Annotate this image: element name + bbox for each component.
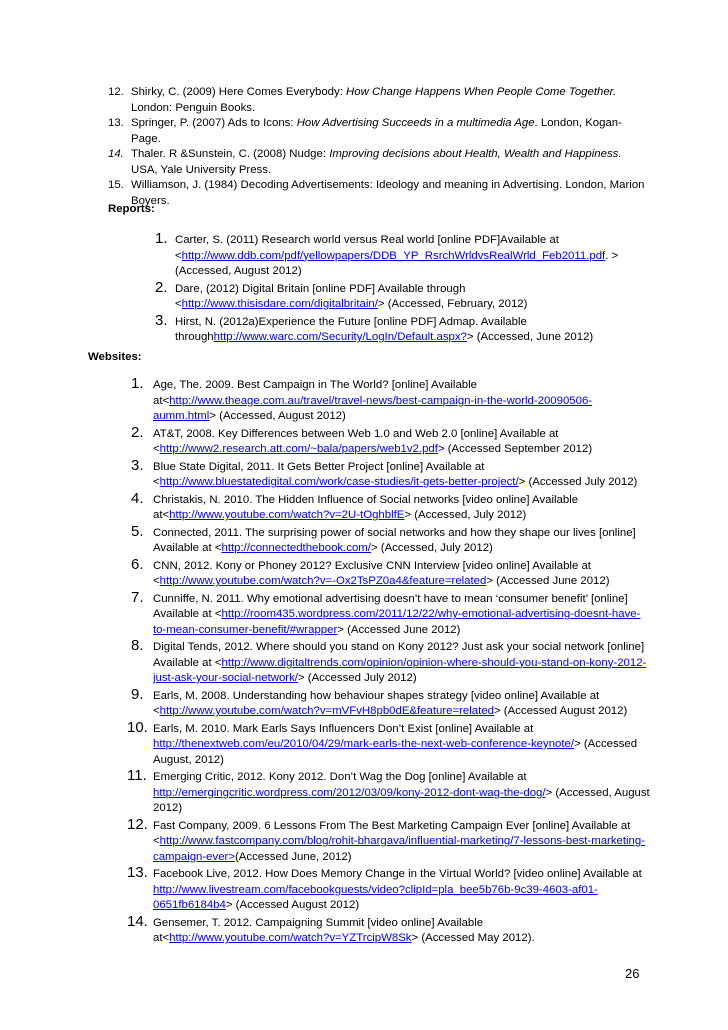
reference-text: Springer, P. (2007) Ads to Icons: bbox=[131, 117, 297, 129]
list-number: 1. bbox=[131, 375, 144, 392]
reference-link[interactable]: http://www.youtube.com/watch?v=YZTrcipW8Sk bbox=[169, 932, 412, 944]
report-item bbox=[155, 278, 625, 313]
reference-text: London: Penguin Books. bbox=[131, 101, 256, 114]
reference-title: How Advertising Succeeds in a multimedia Age bbox=[296, 117, 535, 129]
list-number: 4. bbox=[131, 489, 144, 507]
reference-text: > (Accessed, August 2012) bbox=[209, 410, 346, 422]
list-number: 15. bbox=[108, 179, 124, 191]
reference-link[interactable]: http://www.youtube.com/watch?v=mVFvH8pb0dE&feature=related bbox=[159, 705, 494, 717]
list-number: 5. bbox=[131, 522, 144, 540]
report-item bbox=[155, 230, 625, 280]
list-number: 3. bbox=[155, 311, 168, 329]
list-number: 10. bbox=[127, 718, 148, 736]
website-item bbox=[131, 489, 651, 524]
reference-title: How Change Happens When People Come Together. bbox=[346, 86, 617, 98]
list-number: 9. bbox=[131, 685, 144, 703]
reference-text: > (Accessed August, 2012) bbox=[153, 738, 638, 766]
reference-text: > (Accessed, July 2012) bbox=[404, 509, 527, 521]
reference-link[interactable]: http://emergingcritic.wordpress.com/2012/03/09/kony-2012-dont-wag-the-dog/ bbox=[153, 786, 546, 799]
website-item bbox=[131, 637, 651, 687]
reference-text: USA, Yale University Press. bbox=[131, 163, 272, 176]
website-item bbox=[127, 767, 651, 817]
reference-link[interactable]: http://www.youtube.com/watch?v=2U-tOghblfE bbox=[169, 509, 405, 521]
reports-list bbox=[155, 230, 625, 348]
list-number: 11. bbox=[127, 767, 147, 784]
reference-text: > (Accessed June 2012) bbox=[486, 575, 610, 587]
list-number: 12. bbox=[108, 86, 124, 98]
reference-text: Blue State Digital, 2011. It Gets Better Project [online] Available at < bbox=[153, 460, 485, 488]
report-item bbox=[155, 311, 625, 346]
reference-item bbox=[108, 116, 648, 147]
reference-link[interactable]: http://thenextweb.com/eu/2010/04/29/mark-earls-the-next-web-conference-keynote/ bbox=[153, 738, 575, 750]
reference-link[interactable]: http://room435.wordpress.com/2011/12/22/why-emotional-advertising-doesnt-have-to-mean-consumer-benefit/#wrapper bbox=[153, 608, 641, 636]
list-number: 12. bbox=[127, 815, 148, 833]
list-number: 2. bbox=[155, 278, 168, 296]
reference-text: > (Accessed June 2012) bbox=[337, 623, 461, 636]
list-number: 7. bbox=[131, 588, 144, 606]
reference-link[interactable]: http://www.ddb.com/pdf/yellowpapers/DDB_YP_RsrchWrldvsRealWrld_Feb2011.pdf bbox=[181, 249, 606, 262]
websites-list bbox=[127, 375, 651, 949]
book-reference-list bbox=[108, 85, 648, 209]
reference-text: CNN, 2012. Kony or Phoney 2012? Exclusive CNN Interview [video online] Available at < bbox=[153, 559, 591, 587]
reports-heading: Reports: bbox=[108, 203, 155, 215]
website-item bbox=[127, 912, 651, 947]
list-number: 13. bbox=[127, 864, 148, 881]
website-item bbox=[127, 718, 651, 769]
website-item bbox=[131, 555, 651, 590]
reference-text: Gensemer, T. 2012. Campaigning Summit [video online] Available at< bbox=[153, 916, 484, 944]
website-item bbox=[131, 456, 651, 491]
reference-text: . London, Kogan-Page. bbox=[131, 117, 622, 145]
reference-text: > (Accessed, July 2012) bbox=[370, 542, 493, 554]
reference-text: Emerging Critic, 2012. Kony 2012. Don’t Wag the Dog [online] Available at bbox=[153, 771, 527, 783]
reference-text: Shirky, C. (2009) Here Comes Everybody: bbox=[131, 86, 347, 98]
reference-text: Thaler. R &Sunstein, C. (2008) Nudge: bbox=[131, 148, 330, 160]
reference-link[interactable]: http://connectedthebook.com/ bbox=[221, 542, 371, 554]
list-number: 3. bbox=[131, 456, 144, 474]
reference-text: Facebook Live, 2012. How Does Memory Change in the Virtual World? [video online] Available at bbox=[153, 868, 642, 880]
website-item bbox=[131, 588, 651, 639]
reference-text: > (Accessed September 2012) bbox=[437, 443, 593, 455]
list-number: 14. bbox=[127, 912, 148, 930]
reference-text: (Accessed June, 2012) bbox=[235, 850, 352, 863]
reference-text: Dare, (2012) Digital Britain [online PDF] Available through < bbox=[175, 282, 466, 310]
reference-item bbox=[108, 178, 648, 209]
website-item bbox=[131, 522, 651, 557]
website-item bbox=[131, 375, 651, 425]
reference-link[interactable]: http://www.bluestatedigital.com/work/case-studies/it-gets-better-project/ bbox=[159, 476, 519, 488]
reference-text: Connected, 2011. The surprising power of social networks and how they shape our lives [online] Available at < bbox=[153, 526, 636, 554]
reference-text: Earls, M. 2008. Understanding how behaviour shapes strategy [video online] Available at < bbox=[153, 689, 600, 717]
reference-text: > (Accessed May 2012). bbox=[411, 932, 535, 944]
website-item bbox=[127, 864, 651, 914]
reference-text: Cunniffe, N. 2011. Why emotional advertising doesn’t have to mean ‘consumer benefit’ [online] Available at < bbox=[153, 592, 628, 620]
reference-link[interactable]: http://www.youtube.com/watch?v=-Ox2TsPZ0a4&feature=related bbox=[159, 575, 487, 587]
reference-text: > (Accessed August 2012) bbox=[225, 899, 360, 911]
reference-link[interactable]: http://www.fastcompany.com/blog/rohit-bhargava/influential-marketing/7-lessons-best-marketing-campaign-ever> bbox=[153, 835, 646, 863]
list-number: 13. bbox=[108, 117, 124, 129]
reference-text: Fast Company, 2009. 6 Lessons From The Best Marketing Campaign Ever [online] Available at < bbox=[153, 819, 631, 847]
reference-text: > (Accessed, February, 2012) bbox=[377, 298, 528, 310]
reference-text: > (Accessed, August 2012) bbox=[153, 786, 650, 814]
list-number: 2. bbox=[131, 423, 144, 441]
list-number: 8. bbox=[131, 637, 144, 654]
reference-text: Carter, S. (2011) Research world versus Real world [online PDF]Available at < bbox=[175, 234, 559, 262]
reference-link[interactable]: http://www.thisisdare.com/digitalbritain/ bbox=[181, 298, 378, 310]
reference-link[interactable]: http://www.digitaltrends.com/opinion/opinion-where-should-you-stand-on-kony-2012-just-ask-your-social-network/ bbox=[153, 656, 647, 684]
reference-text: Williamson, J. (1984) Decoding Advertisements: Ideology and meaning in Advertising. London, Marion Boyers. bbox=[131, 179, 645, 207]
reference-link[interactable]: http://www2.research.att.com/~bala/papers/web1v2.pdf bbox=[159, 443, 438, 455]
website-item bbox=[131, 685, 651, 720]
list-number: 14. bbox=[108, 148, 124, 160]
page-number: 26 bbox=[625, 966, 640, 981]
reference-title: Improving decisions about Health, Wealth and Happiness. bbox=[329, 148, 622, 160]
list-number: 1. bbox=[155, 230, 168, 247]
reference-text: > (Accessed July 2012) bbox=[297, 672, 417, 684]
reference-text: Digital Tends, 2012. Where should you stand on Kony 2012? Just ask your social network [online] Available at < bbox=[153, 641, 645, 669]
reference-text: Age, The. 2009. Best Campaign in The World? [online] Available at< bbox=[153, 379, 477, 407]
reference-link[interactable]: http://www.theage.com.au/travel/travel-news/best-campaign-in-the-world-20090506-aumm.html bbox=[153, 394, 593, 422]
reference-text: > (Accessed, June 2012) bbox=[466, 331, 594, 343]
reference-text: > (Accessed July 2012) bbox=[518, 476, 638, 488]
reference-text: Earls, M. 2010. Mark Earls Says Influencers Don’t Exist [online] Available at bbox=[153, 722, 534, 735]
list-number: 6. bbox=[131, 555, 144, 573]
reference-text: AT&T, 2008. Key Differences between Web 1.0 and Web 2.0 [online] Available at < bbox=[153, 427, 559, 455]
website-item bbox=[127, 815, 651, 866]
reference-item bbox=[108, 85, 648, 116]
reference-text: Hirst, N. (2012a)Experience the Future [online PDF] Admap. Available through bbox=[175, 315, 527, 343]
reference-text: . > (Accessed, August 2012) bbox=[175, 249, 619, 277]
reference-link[interactable]: http://www.warc.com/Security/LogIn/Default.aspx? bbox=[213, 331, 467, 343]
website-item bbox=[131, 423, 651, 458]
reference-link[interactable]: http://www.livestream.com/facebookguests/video?clipId=pla_bee5b76b-9c39-4603-af01-0651fb6184b4 bbox=[153, 883, 598, 911]
websites-heading: Websites: bbox=[88, 351, 142, 363]
reference-text: Christakis, N. 2010. The Hidden Influence of Social networks [video online] Available at< bbox=[153, 493, 579, 521]
reference-item bbox=[108, 147, 648, 178]
reference-text: > (Accessed August 2012) bbox=[493, 705, 628, 717]
